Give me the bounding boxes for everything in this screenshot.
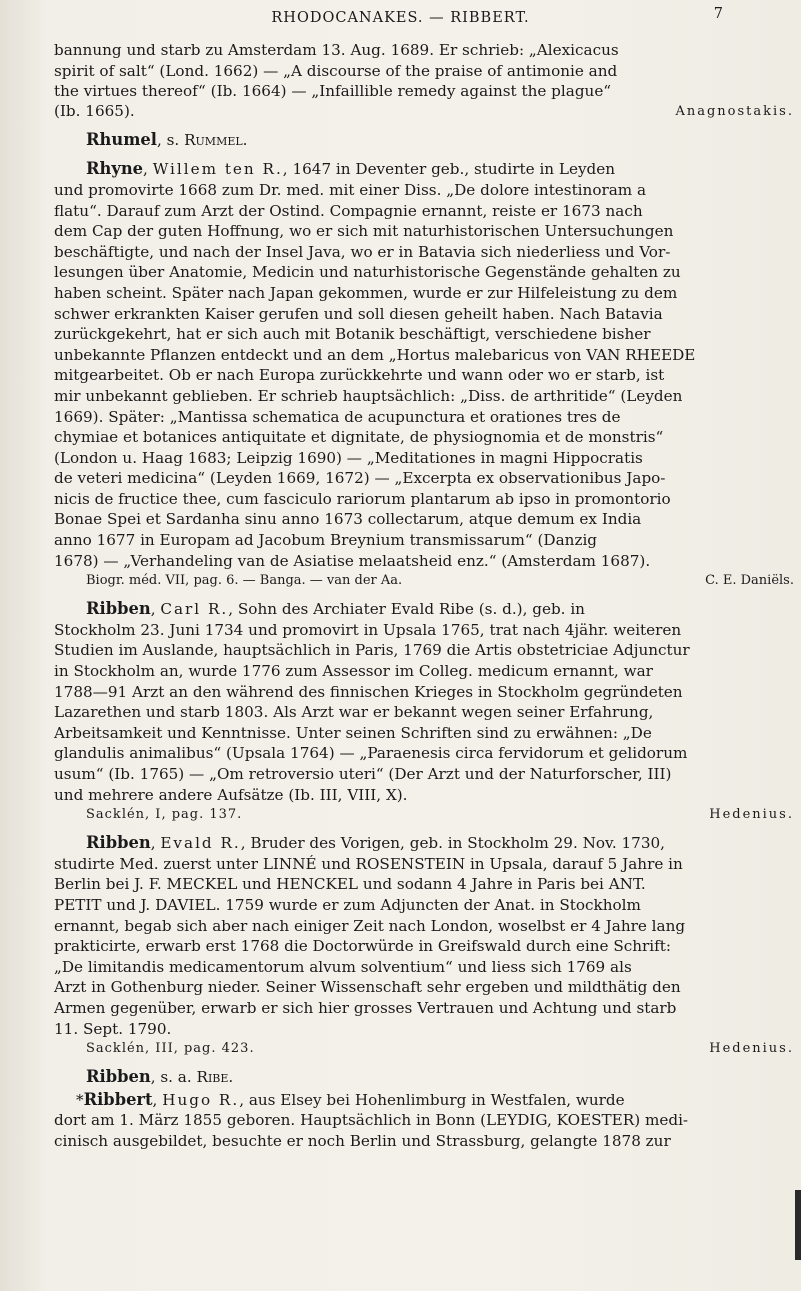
text-line: Bonae Spei et Sardanha sinu anno 1673 collectarum, atque demum ex India	[54, 510, 642, 529]
entry-headword: Rhyne	[86, 159, 144, 179]
text-line: schwer erkrankten Kaiser gerufen und soll diesen geheilt haben. Nach Batavia	[54, 304, 663, 323]
entry-ribben-carl	[54, 599, 794, 824]
text-line: bannung und starb zu Amsterdam 13. Aug. 1689. Er schrieb: „Alexicacus	[54, 41, 619, 59]
text-line: 1678) — „Verhandeling van de Asiatise melaatsheid enz.“ (Amsterdam 1687).	[54, 551, 651, 570]
entry-text: ,	[150, 600, 161, 619]
text-line: nicis de fructice thee, cum fasciculo rariorum plantarum ab ipso in promontorio	[54, 489, 671, 508]
text-line: beschäftigte, und nach der Insel Java, wo er in Batavia sich niederliess und Vor-	[54, 242, 671, 261]
text-line: PETIT und J. DAVIEL. 1759 wurde er zum Adjuncten der Anat. in Stockholm	[54, 895, 641, 914]
text-line: Berlin bei J. F. MECKEL und HENCKEL und sodann 4 Jahre in Paris bei ANT.	[54, 875, 646, 894]
signature-line	[54, 571, 794, 590]
cross-reference: Ribe.	[196, 1068, 234, 1087]
signature-line	[54, 102, 794, 121]
text-line: Lazarethen und starb 1803. Als Arzt war er bekannt wegen seiner Erfahrung,	[54, 703, 654, 722]
entry-ribbert	[54, 1090, 794, 1152]
text-line: Arbeitsamkeit und Kenntnisse. Unter seinen Schriften sind zu erwähnen: „De	[54, 723, 652, 742]
entry-headword: Ribben	[86, 1067, 151, 1087]
source-reference: Biogr. méd. VII, pag. 6. — Banga. — van der Aa.	[86, 573, 403, 589]
text-line: 1669). Später: „Mantissa schematica de acupunctura et orationes tres de	[54, 407, 621, 426]
entry-text: , Sohn des Archiater Evald Ribe (s. d.), geb. in	[228, 600, 585, 619]
entry-text: ,	[152, 1090, 163, 1109]
text-line: und promovirte 1668 zum Dr. med. mit einer Diss. „De dolore intestinoram a	[54, 180, 647, 199]
author-signature: Hedenius.	[709, 807, 794, 823]
entry-text: , s. a.	[150, 1068, 197, 1087]
text-line: und mehrere andere Aufsätze (Ib. III, VIII, X).	[54, 785, 408, 804]
text-line: chymiae et botanices antiquitate et dignitate, de physiognomia et de monstris“	[54, 428, 664, 447]
text-line: de veteri medicina“ (Leyden 1669, 1672) — „Excerpta ex observationibus Japo-	[54, 469, 666, 488]
text-line: studirte Med. zuerst unter LINNÉ und ROSENSTEIN in Upsala, darauf 5 Jahre in	[54, 854, 683, 873]
signature-line	[54, 805, 794, 824]
text-line: anno 1677 in Europam ad Jacobum Breynium transmissarum“ (Danzig	[54, 531, 598, 550]
text-line: haben scheint. Später nach Japan gekommen, wurde er zur Hilfeleistung zu dem	[54, 283, 678, 302]
text-line: glandulis animalibus“ (Upsala 1764) — „Paraenesis circa fervidorum et gelidorum	[54, 744, 688, 763]
text-line: Arzt in Gothenburg nieder. Seiner Wissenschaft sehr ergeben und mildthätig den	[54, 978, 681, 997]
text-line: prakticirte, erwarb erst 1768 die Doctorwürde in Greifswald durch eine Schrift:	[54, 937, 671, 956]
text-line: mir unbekannt geblieben. Er schrieb hauptsächlich: „Diss. de arthritide“ (Leyden	[54, 386, 683, 405]
signature-line	[54, 1039, 794, 1058]
text-line: cinisch ausgebildet, besuchte er noch Berlin und Strassburg, gelangte 1878 zur	[54, 1131, 671, 1150]
text-line: Studien im Auslande, hauptsächlich in Paris, 1769 die Artis obstetriciae Adjunctur	[54, 641, 690, 660]
author-signature: Hedenius.	[709, 1041, 794, 1057]
page-edge-mark	[795, 1190, 801, 1260]
text-line: the virtues thereof“ (Ib. 1664) — „Infaillible remedy against the plague“	[54, 82, 612, 101]
text-line: Stockholm 23. Juni 1734 und promovirt in Upsala 1765, trat nach 4jähr. weiteren	[54, 620, 682, 639]
author-signature: Anagnostakis.	[675, 103, 794, 119]
entry-headword: Ribbert	[83, 1089, 153, 1109]
author-signature: C. E. Daniëls.	[705, 573, 794, 589]
text-line: spirit of salt“ (Lond. 1662) — „A discourse of the praise of antimonie and	[54, 61, 618, 80]
entry-text: ,	[143, 160, 153, 179]
text-line: ernannt, begab sich aber nach einiger Zeit nach London, woselbst er 4 Jahre lang	[54, 916, 686, 935]
entry-text: , aus Elsey bei Hohenlimburg in Westfalen, wurde	[239, 1090, 625, 1109]
running-header: RHODOCANAKES. — RIBBERT.	[271, 10, 530, 26]
text-line: dem Cap der guten Hoffnung, wo er sich mit naturhistorischen Untersuchungen	[54, 222, 674, 241]
cross-reference: Rummel.	[184, 130, 248, 149]
text-line: lesungen über Anatomie, Medicin und naturhistorische Gegenstände gehalten zu	[54, 263, 681, 282]
entry-person-name: Hugo R.	[162, 1090, 240, 1109]
text-line: usum“ (Ib. 1765) — „Om retroversio uteri“ (Der Arzt und der Naturforscher, III)	[54, 765, 672, 783]
entry-ribben-ref	[54, 1067, 794, 1088]
text-line: in Stockholm an, wurde 1776 zum Assessor im Colleg. medicum ernannt, war	[54, 662, 653, 681]
source-reference: Sacklén, III, pag. 423.	[86, 1041, 255, 1057]
text-line: Armen gegenüber, erwarb er sich hier grosses Vertrauen und Achtung und starb	[54, 998, 677, 1017]
text-line: (Ib. 1665).	[54, 101, 135, 120]
text-line: „De limitandis medicamentorum alvum solventium“ und liess sich 1769 als	[54, 957, 632, 976]
star-marker: *	[76, 1090, 84, 1109]
entry-text: , 1647 in Deventer geb., studirte in Leyden	[282, 160, 616, 179]
entry-person-name: Willem ten R.	[152, 160, 283, 179]
entry-headword: Ribben	[86, 599, 151, 619]
text-line: flatu“. Darauf zum Arzt der Ostind. Compagnie ernannt, reiste er 1673 nach	[54, 201, 643, 220]
text-line: 1788—91 Arzt an den während des finnischen Krieges in Stockholm gegründeten	[54, 682, 683, 701]
text-line: dort am 1. März 1855 geboren. Hauptsächlich in Bonn (LEYDIG, KOESTER) medi-	[54, 1111, 689, 1130]
entry-continuation	[54, 40, 794, 121]
entry-headword: Ribben	[86, 833, 151, 853]
entry-rhumel	[54, 130, 794, 151]
entry-headword: Rhumel	[86, 129, 157, 149]
source-reference: Sacklén, I, pag. 137.	[86, 807, 243, 823]
entry-person-name: Carl R.	[160, 600, 229, 619]
entry-text: , s.	[156, 130, 185, 149]
text-line: (London u. Haag 1683; Leipzig 1690) — „Meditationes in magni Hippocratis	[54, 448, 643, 467]
entry-text: ,	[150, 834, 161, 853]
text-line: mitgearbeitet. Ob er nach Europa zurückkehrte und wann oder wo er starb, ist	[54, 366, 665, 385]
text-line: zurückgekehrt, hat er sich auch mit Botanik beschäftigt, verschiedene bisher	[54, 325, 651, 344]
entry-rhyne	[54, 159, 794, 590]
text-line: 11. Sept. 1790.	[54, 1019, 172, 1038]
text-line: unbekannte Pflanzen entdeckt und an dem „Hortus malebaricus von VAN RHEEDE	[54, 345, 696, 364]
page-number: 7	[713, 6, 723, 22]
body-text	[54, 40, 794, 1152]
entry-ribben-evald	[54, 833, 794, 1058]
entry-person-name: Evald R.	[160, 834, 241, 853]
entry-text: , Bruder des Vorigen, geb. in Stockholm 29. Nov. 1730,	[240, 834, 665, 853]
